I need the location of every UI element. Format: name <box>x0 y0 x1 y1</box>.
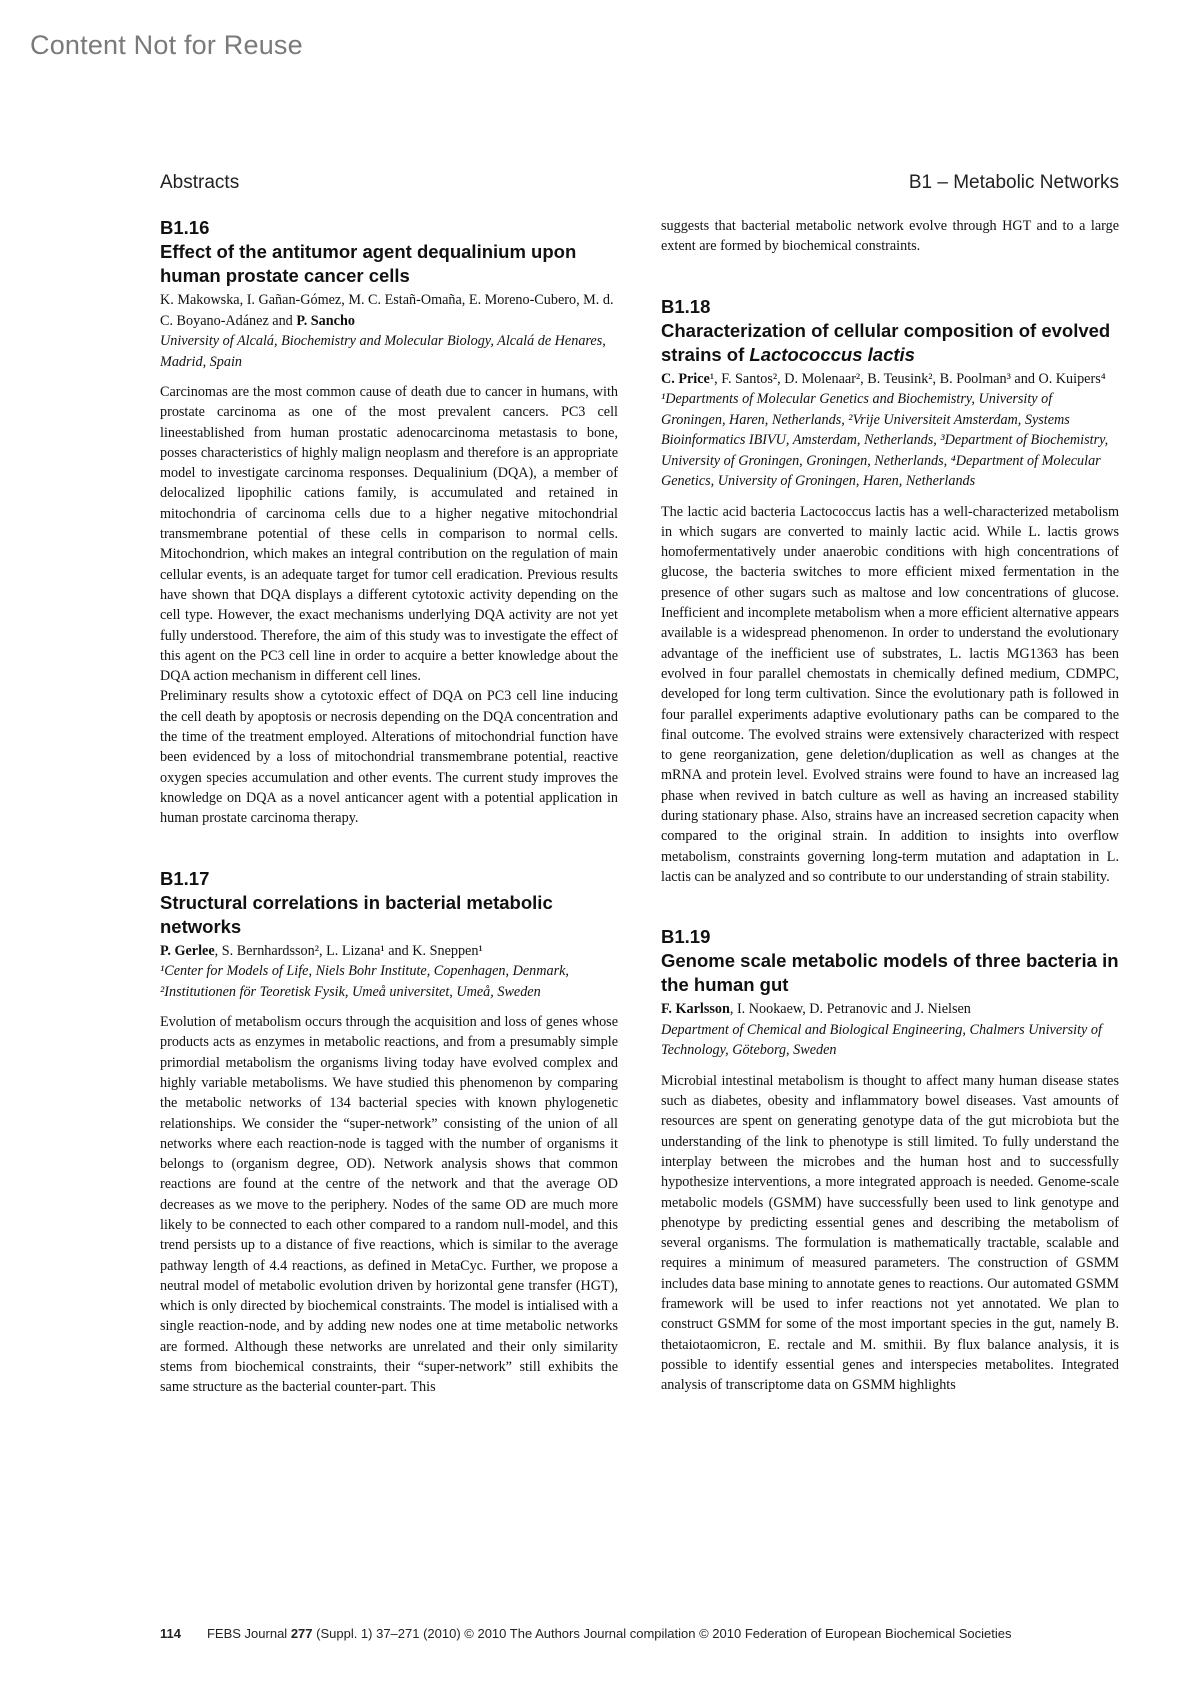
abstract-b1-16 <box>160 216 618 829</box>
journal-volume: 277 <box>290 1626 313 1641</box>
abstract-paragraph: suggests that bacterial metabolic network evolve through HGT and to a large extent are formed by biochemical constraints. <box>661 218 1119 255</box>
abstract-authors <box>661 999 1119 1020</box>
presenting-author: F. Karlsson <box>661 1001 730 1018</box>
abstract-authors <box>661 369 1119 390</box>
abstract-title: Genome scale metabolic models of three bacteria in the human gut <box>661 950 1119 996</box>
journal-name: FEBS Journal <box>206 1626 291 1641</box>
running-head-right: B1 – Metabolic Networks <box>908 172 1119 193</box>
abstract-body <box>661 502 1119 888</box>
abstract-affiliation: ¹Center for Models of Life, Niels Bohr Institute, Copenhagen, Denmark, ²Institutionen för Teoretisk Fysik, Umeå universitet, Umeå, Sweden <box>160 963 569 1000</box>
abstract-title <box>661 319 1119 367</box>
abstract-title: Effect of the antitumor agent dequalinium upon human prostate cancer cells <box>160 241 577 286</box>
abstract-body <box>160 1012 618 1398</box>
authors-list: , S. Bernhardsson², L. Lizana¹ and K. Sneppen¹ <box>214 942 483 959</box>
journal-citation: (Suppl. 1) 37–271 (2010) © 2010 The Authors Journal compilation © 2010 Federation of European Biochemical Societies <box>312 1626 1012 1641</box>
running-head-left: Abstracts <box>160 172 240 193</box>
abstract-affiliation: University of Alcalá, Biochemistry and Molecular Biology, Alcalá de Henares, Madrid, Spain <box>160 333 606 370</box>
abstract-title: Structural correlations in bacterial metabolic networks <box>160 891 553 937</box>
presenting-author: P. Gerlee <box>160 942 215 959</box>
page-footer <box>160 1626 1119 1641</box>
abstract-b1-17 <box>160 867 618 1398</box>
abstract-id: B1.17 <box>160 867 210 889</box>
abstract-id: B1.16 <box>160 217 210 238</box>
running-head <box>160 172 1119 194</box>
title-species: Lactococcus lactis <box>749 343 915 365</box>
abstract-b1-17-continued <box>661 216 1119 257</box>
abstract-id: B1.18 <box>661 295 711 317</box>
abstract-affiliation: Department of Chemical and Biological Engineering, Chalmers University of Technology, Göteborg, Sweden <box>661 1021 1102 1059</box>
abstract-paragraph: Evolution of metabolism occurs through the acquisition and loss of genes whose products acts as enzymes in metabolic reactions, and from a presumably simple primordial metabolism the organisms living today have evolved complex and highly variable metabolisms. We have studied this phenomenon by comparing the metabolic networks of 134 bacterial species with known phylogenetic relationships. We consider the “super-network” consisting of the union of all networks where each reaction-node is tagged with the number of organisms it belongs to (organism degree, OD). Network analysis shows that common reactions are found at the centre of the network and that the average OD decreases as we move to the periphery. Nodes of the same OD are much more likely to be connected to each other compared to a random null-model, and this trend persists up to a distance of five reactions, which is similar to the average pathway length of 4.4 reactions, as defined in MetaCyc. Further, we propose a neutral model of metabolic evolution driven by horizontal gene transfer (HGT), which is only directed by biochemical constraints. The model is intialised with a single reaction-node, and by adding new nodes one at time metabolic networks are formed. Although these networks are unrelated and their only similarity stems from biochemical constraints, their “super-network” still exhibits the same structure as the bacterial counter-part. This <box>160 1014 618 1396</box>
title-text: Characterization of cellular composition of evolved strains of <box>661 319 1111 365</box>
abstract-b1-18 <box>661 295 1119 888</box>
authors-list: K. Makowska, I. Gañan-Gómez, M. C. Estañ-Omaña, E. Moreno-Cubero, M. d. C. Boyano-Adánez and <box>160 292 614 329</box>
left-column <box>160 216 618 1436</box>
abstract-authors <box>160 290 618 331</box>
page-number: 114 <box>160 1626 181 1641</box>
abstract-b1-19 <box>661 925 1119 1395</box>
abstract-paragraph: Carcinomas are the most common cause of death due to cancer in humans, with prostate carcinoma as one of the most prevalent cancers. PC3 cell lineestablished from human prostatic adenocarcinoma metastasis to bone, posses characteristics of highly malign neoplasm and therefore is an appropriate model to investigate carcinoma responses. Dequalinium (DQA), a member of delocalized lipophilic cations family, is accumulated and retained in mitochondria of carcinoma cells due to a higher negative mitochondrial transmembrane potential of these cells in comparison to normal cells. Mitochondrion, which makes an integral contribution on the regulation of main cellular events, is an adequate target for tumor cell eradication. Previous results have shown that DQA displays a different cytotoxic activity depending on the cell type. However, the exact mechanisms underlying DQA activity are not yet fully understood. Therefore, the aim of this study was to investigate the effect of this agent on the PC3 cell line in order to acquire a better knowledge about the DQA action mechanism in different cell lines. <box>160 384 618 685</box>
abstract-affiliation: ¹Departments of Molecular Genetics and Biochemistry, University of Groningen, Haren, Netherlands, ²Vrije Universiteit Amsterdam, Systems Bioinformatics IBIVU, Amsterdam, Netherlands, ³Department of Biochemistry, University of Groningen, Groningen, Netherlands, ⁴Department of Molecular Genetics, University of Groningen, Haren, Netherlands <box>661 391 1109 490</box>
watermark: Content Not for Reuse <box>30 30 303 60</box>
right-column <box>661 216 1119 1433</box>
abstract-body <box>661 1071 1119 1396</box>
presenting-author: P. Sancho <box>296 312 355 329</box>
abstract-paragraph: Microbial intestinal metabolism is thought to affect many human disease states such as diabetes, obesity and inflammatory bowel diseases. Vast amounts of resources are spent on generating genotype data of the gut microbiota but the understanding of the link to phenotype is still limited. To fully understand the interplay between the microbes and the human host and to successfully hypothesize interventions, a more integrated approach is needed. Genome-scale metabolic models (GSMM) have successfully been used to link genotype and phenotype by predicting essential genes and describing the metabolism of several organisms. The formulation is mathematically tractable, scalable and requires a minimum of measured parameters. The construction of GSMM includes data base mining to annotate genes to reactions. Our automated GSMM framework will be used to infer reactions not yet annotated. We plan to construct GSMM for some of the most important species in the gut, namely B. thetaiotaomicron, E. rectale and M. smithii. By flux balance analysis, it is possible to identify essential genes and interspecies metabolites. Integrated analysis of transcriptome data on GSMM highlights <box>661 1072 1119 1394</box>
abstract-body <box>160 382 618 829</box>
abstract-id: B1.19 <box>661 926 711 948</box>
authors-list: , I. Nookaew, D. Petranovic and J. Nielsen <box>729 1001 971 1018</box>
abstract-authors <box>160 941 618 962</box>
authors-list: ¹, F. Santos², D. Molenaar², B. Teusink², B. Poolman³ and O. Kuipers⁴ <box>709 370 1106 387</box>
abstract-paragraph: Preliminary results show a cytotoxic effect of DQA on PC3 cell line inducing the cell death by apoptosis or necrosis depending on the DQA concentration and the time of the treatment employed. Alterations of mitochondrial function have been evidenced by a loss of mitochondrial transmembrane potential, reactive oxygen species accumulation and other events. The current study improves the knowledge on DQA as a novel anticancer agent with a potential application in human prostate carcinoma therapy. <box>160 688 618 827</box>
presenting-author: C. Price <box>661 370 710 387</box>
abstract-paragraph: The lactic acid bacteria Lactococcus lactis has a well-characterized metabolism in which sugars are converted to mainly lactic acid. While L. lactis grows homofermentatively under anaerobic conditions with high concentrations of glucose, the bacteria switches to more efficient mixed fermentation in the presence of other sugars such as maltose and low concentrations of glucose. Inefficient and incomplete metabolism when a more efficient alternative appears available is a widespread phenomenon. In order to understand the evolutionary advantage of the inefficient use of substrates, L. lactis MG1363 has been evolved in four parallel chemostats in chemically defined medium, CDMPC, developed for long term cultivation. Since the evolutionary path is followed in four parallel experiments adaptive evolutionary paths can be compared to the final outcome. The evolved strains were extensively characterized with respect to gene reorganization, gene deletion/duplication as well as changes at the mRNA and protein level. Evolved strains were found to have an increased lag phase when revived in batch culture as well as having an increased stability during stationary phase. Also, strains have an increased secretion capacity when compared to the original strain. In addition to insights into overflow metabolism, constraints governing long-term mutation and adaptation in L. lactis can be analyzed and so contribute to our understanding of strain stability. <box>661 503 1119 885</box>
